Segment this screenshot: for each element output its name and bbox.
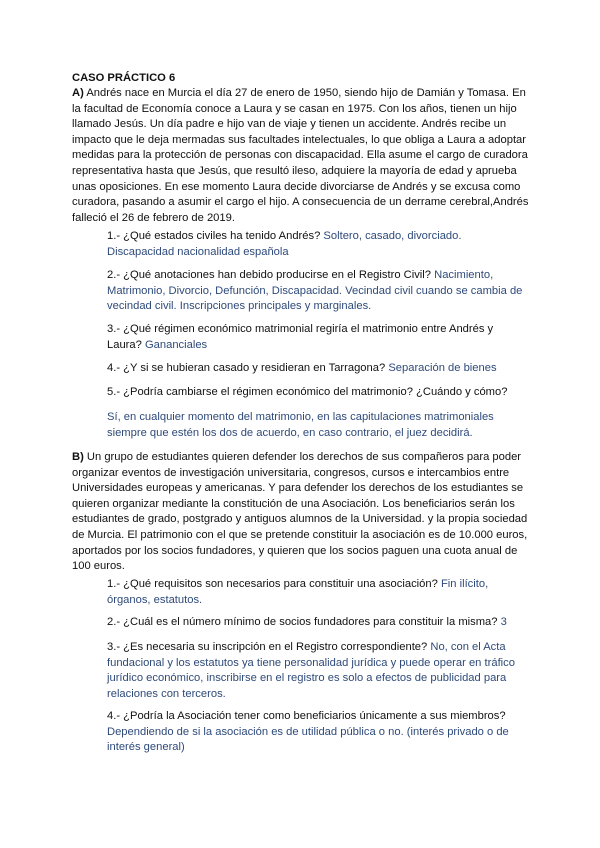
section-a-question-5 [107, 385, 527, 401]
question-text: 2.- ¿Cuál es el número mínimo de socios fundadores para constituir la misma? [107, 616, 498, 628]
section-b-statement [72, 450, 534, 575]
question-text: 4.- ¿Podría la Asociación tener como beneficiarios únicamente a sus miembros? [107, 710, 506, 722]
question-text: 5.- ¿Podría cambiarse el régimen económico del matrimonio? ¿Cuándo y cómo? [107, 386, 508, 398]
section-b-question-4 [107, 709, 527, 756]
section-b-question-3 [107, 640, 527, 702]
section-a-text: Andrés nace en Murcia el día 27 de enero de 1950, siendo hijo de Damián y Tomasa. En la facultad de Economía conoce a Laura y se casan en 1975. Con los años, tienen un hijo llamado Jesús. Un día padre e hijo van de viaje y tienen un accidente. Andrés recibe un impacto que le deja mermadas sus facultades intelectuales, lo que obliga a Laura a adoptar medidas para la protección de personas con discapacidad. Ella asume el cargo de curadora representativa hasta que Jesús, que resultó ileso, adquiere la mayoría de edad y aprueba unas oposiciones. En ese momento Laura decide divorciarse de Andrés y se excusa como curadora, pasando a asumir el cargo el hijo. A consecuencia de un derrame cerebral,Andrés falleció el 26 de febrero de 2019. [72, 87, 529, 224]
section-b-question-2 [107, 615, 527, 631]
answer-text: Separación de bienes [388, 362, 497, 374]
answer-text: Gananciales [144, 338, 208, 351]
answer-text: Dependiendo de si la asociación es de utilidad pública o no. (interés privado o de interés general) [107, 725, 509, 754]
section-a-question-3 [107, 322, 527, 353]
section-a-label: A) [72, 87, 84, 99]
question-text: 1.- ¿Qué requisitos son necesarios para constituir una asociación? [107, 578, 438, 590]
case-title: CASO PRÁCTICO 6 [72, 72, 176, 84]
section-a-statement [72, 86, 534, 226]
answer-text: Nacimiento, Matrimonio, Divorcio, Defunción, Discapacidad. Vecindad civil cuando se cambia de vecindad civil. Inscripciones principales y marginales. [107, 269, 523, 313]
answer-text: Soltero, casado, divorciado. Discapacidad nacionalidad española [107, 230, 462, 258]
section-a-question-1 [107, 229, 527, 260]
question-text: 4.- ¿Y si se hubieran casado y residieran en Tarragona? [107, 362, 386, 374]
question-text: 1.- ¿Qué estados civiles ha tenido Andrés? [107, 230, 321, 242]
question-text: 3.- ¿Qué régimen económico matrimonial regiría el matrimonio entre Andrés y Laura? [107, 323, 494, 351]
section-b-label: B) [72, 451, 84, 463]
section-a-question-2 [107, 268, 527, 315]
section-b-text: Un grupo de estudiantes quieren defender los derechos de sus compañeros para poder organizar eventos de investigación universitaria, congresos, cursos e intercambios entre Universidades europeas y americanas. Y para defender los derechos de los estudiantes se quieren organizar mediante la constitución de una Asociación. Los beneficiarios serán los estudiantes de grado, postgrado y antiguos alumnos de la Universidad. y la propia sociedad de Murcia. El patrimonio con el que se pretende constituir la asociación es de 10.000 euros, aportados por los socios fundadores, y quieren que los socios paguen una cuota anual de 100 euros. [72, 451, 528, 573]
section-b-question-1 [107, 577, 527, 608]
answer-text: 3 [500, 616, 507, 628]
section-a-question-4 [107, 361, 527, 377]
answer-text: Fin ilícito, órganos, estatutos. [107, 578, 489, 606]
answer-text: No, con el Acta fundacional y los estatutos ya tiene personalidad jurídica y puede operar en tráfico jurídico económico, inscribirse en el registro es solo a efectos de publicidad para relaciones con terceros. [107, 641, 515, 700]
section-a-answer-5: Sí, en cualquier momento del matrimonio, en las capitulaciones matrimoniales siempre que estén los dos de acuerdo, en caso contrario, el juez decidirá. [107, 411, 494, 439]
question-text: 3.- ¿Es necesaria su inscripción en el Registro correspondiente? [107, 641, 428, 653]
question-text: 2.- ¿Qué anotaciones han debido producirse en el Registro Civil? [107, 269, 432, 281]
